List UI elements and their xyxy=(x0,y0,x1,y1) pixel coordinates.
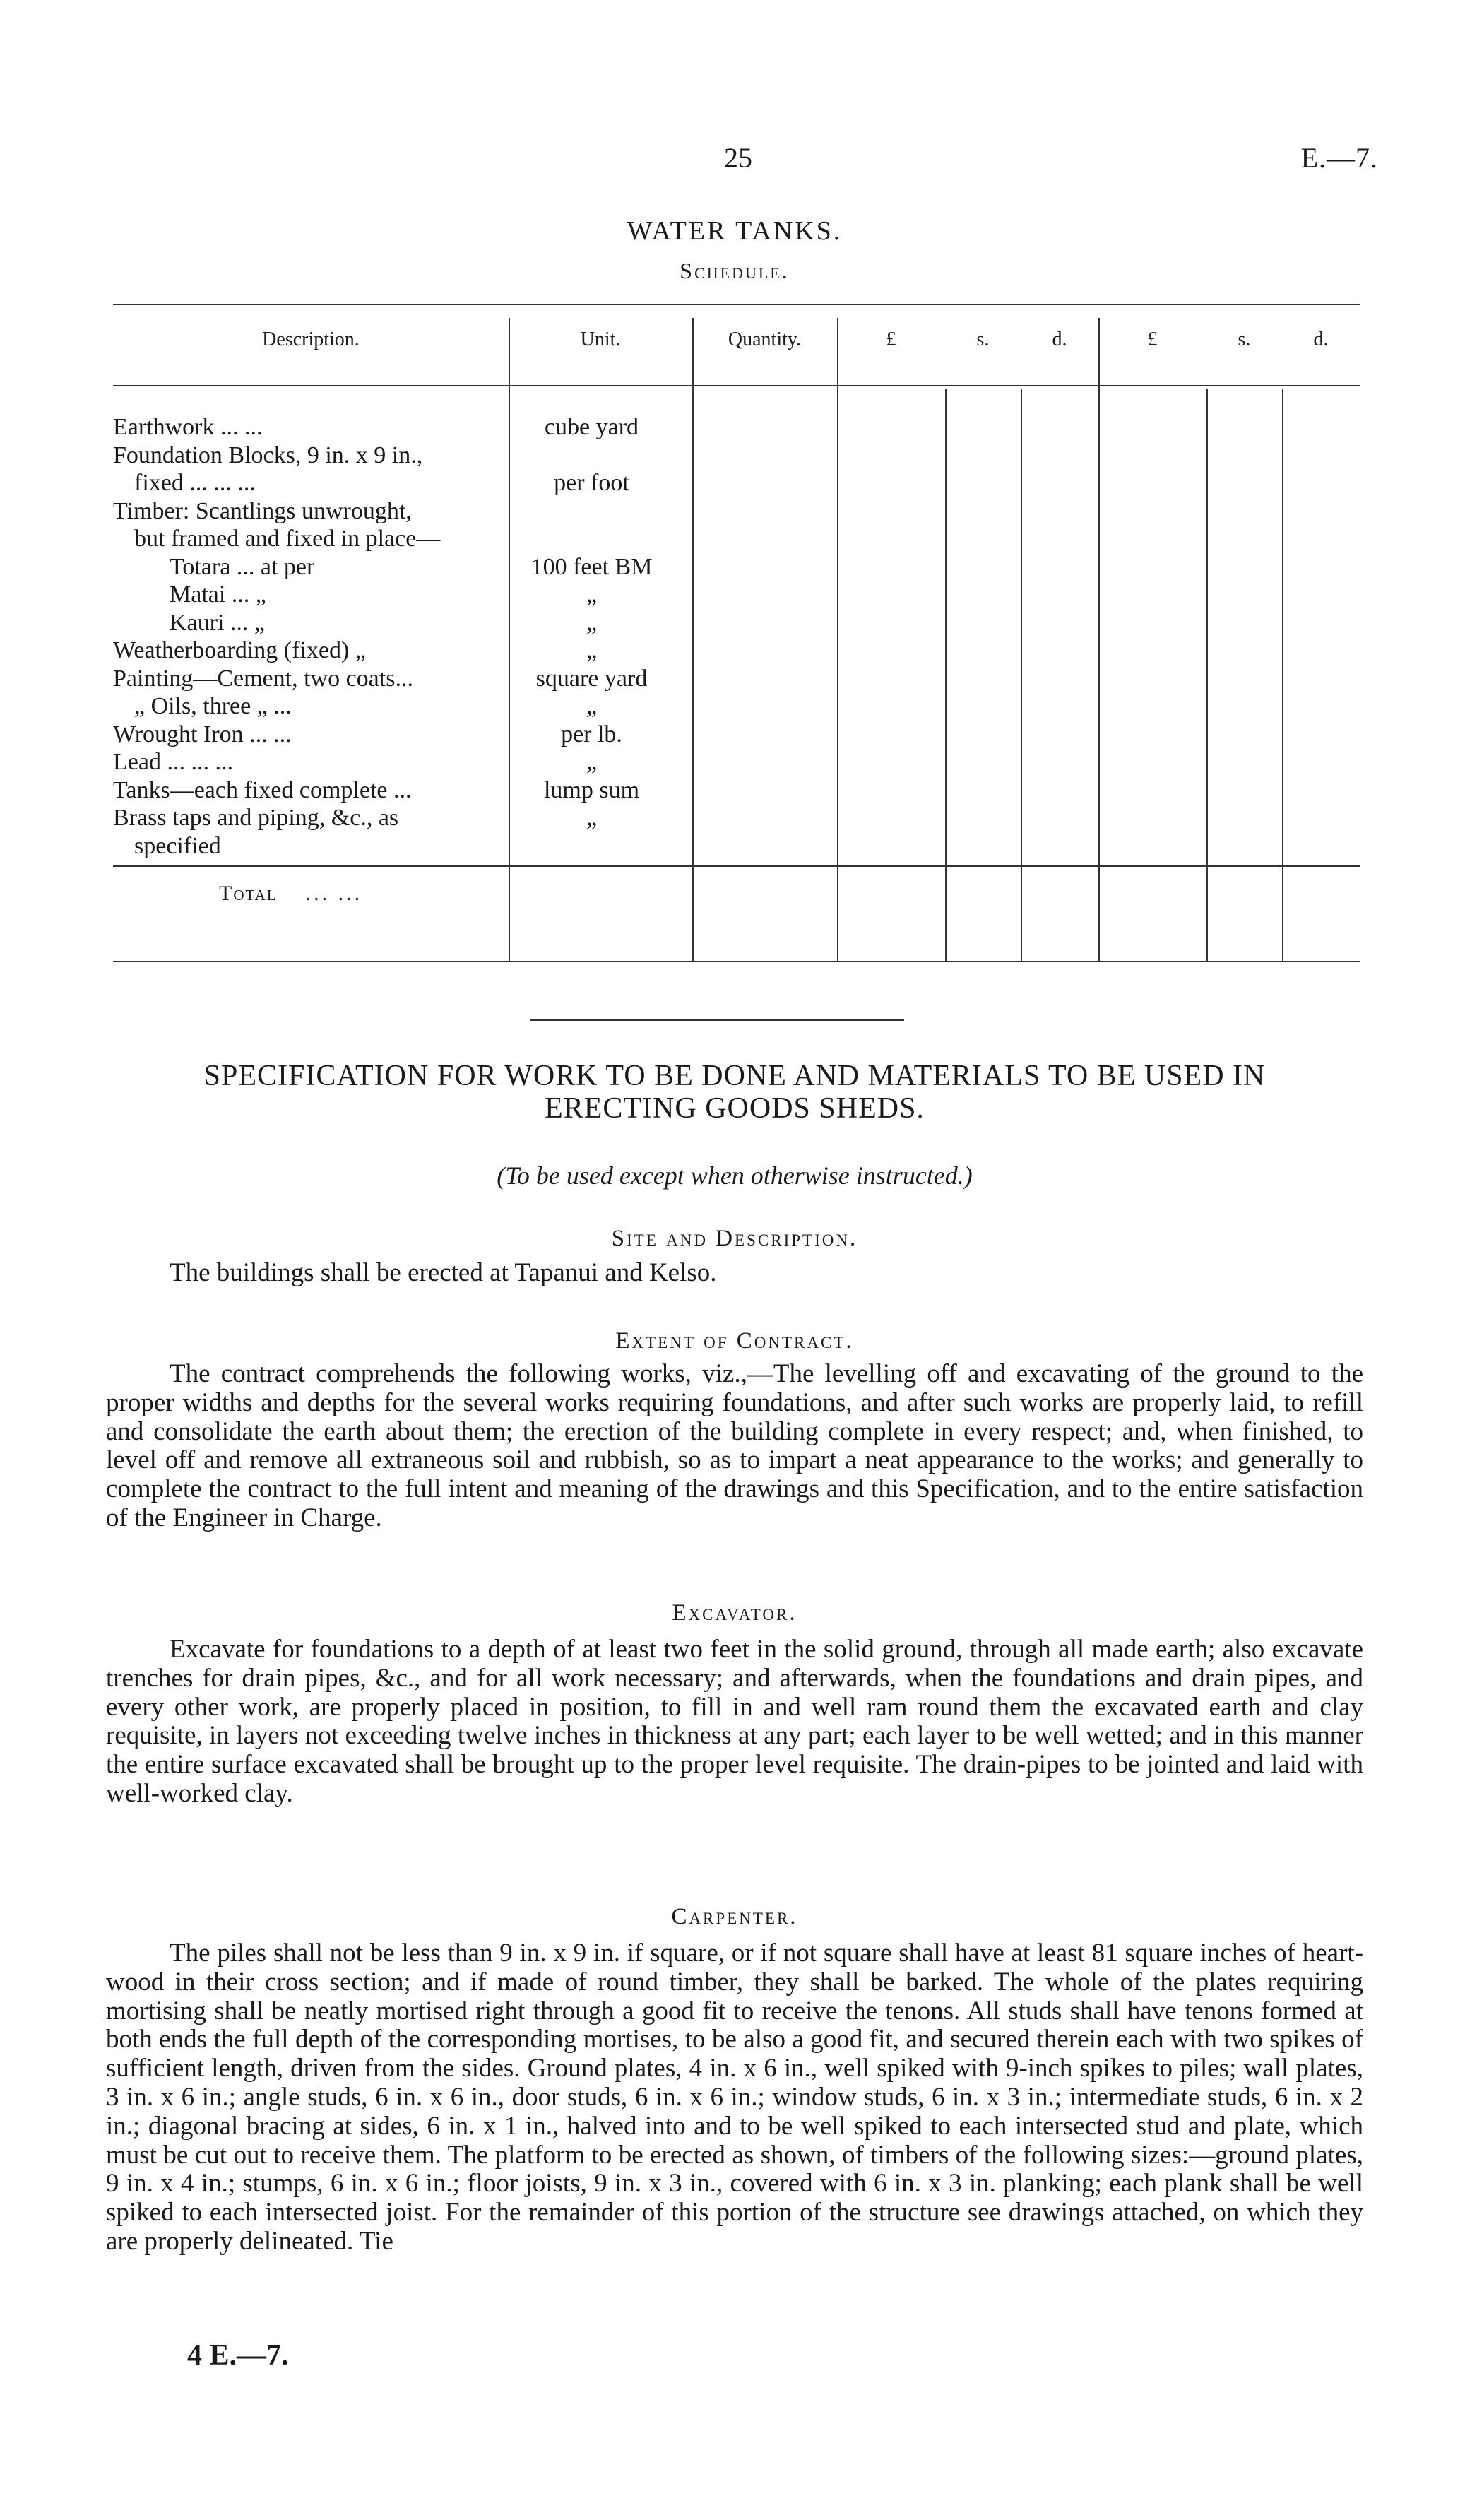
schedule-table xyxy=(113,304,1360,961)
schedule-subtitle: Schedule. xyxy=(680,258,790,283)
column-header-pounds-1: £ xyxy=(886,329,896,350)
unit-cell: square yard xyxy=(535,665,648,692)
heading-excavator: Excavator. xyxy=(672,1600,797,1626)
table-rule-top xyxy=(113,304,1360,305)
column-header-shillings-1: s. xyxy=(976,329,990,350)
page-number: 25 xyxy=(724,142,752,174)
column-header-description: Description. xyxy=(262,329,360,350)
column-header-pence-2: d. xyxy=(1313,329,1329,350)
paragraph-extent: The contract comprehends the following works, viz.,—The levelling off and excavating of the ground to the proper widths and depths for the several works requiring foundations, and after such works are properly laid, to refill and consolidate the earth about them; the erection of the building complete in every respect; and, when finished, to level off and remove all extraneous soil and rubbish, so as to impart a neat appearance to the works; and generally to complete the contract to the full intent and meaning of the drawings and this Specification, and to the entire satisfaction of the Engineer in Charge. xyxy=(106,1359,1363,1532)
heading-extent: Extent of Contract. xyxy=(615,1328,854,1354)
table-col-divider-pounds2 xyxy=(1098,318,1100,961)
table-col-divider-pence1 xyxy=(1021,389,1022,961)
page-reference: E.—7. xyxy=(1300,142,1378,174)
unit-cell: „ xyxy=(586,693,598,719)
paragraph-excavator: Excavate for foundations to a depth of at least two feet in the solid ground, through all made earth; also excavate trenches for drain pipes, &c., and for all work necessary; and afterwards, when the foundations and drain pipes, and every other work, are properly placed in position, to fill in and well ram round them the excavated earth and clay requisite, in layers not exceeding twelve inches in thickness at any part; each layer to be well wetted; and in this manner the entire surface excavated shall be brought up to the proper level requisite. The drain-pipes to be jointed and laid with well-worked clay. xyxy=(106,1635,1363,1808)
unit-cell: 100 feet BM xyxy=(530,553,653,580)
unit-cell: cube yard xyxy=(544,414,639,440)
description-row: Weatherboarding (fixed) „ xyxy=(113,637,366,663)
description-row: Tanks—each fixed complete ... xyxy=(113,776,412,803)
total-dots: ... ... xyxy=(305,882,363,905)
table-col-divider-quantity xyxy=(692,318,694,961)
heading-carpenter: Carpenter. xyxy=(671,1904,798,1929)
description-column xyxy=(113,413,494,860)
description-row: Matai ... „ xyxy=(170,581,266,608)
column-header-pence-1: d. xyxy=(1052,329,1067,350)
unit-cell: per foot xyxy=(554,470,629,496)
unit-cell: „ xyxy=(586,805,598,831)
description-row: specified xyxy=(134,832,221,859)
specification-title-line-1: SPECIFICATION FOR WORK TO BE DONE AND MATERIALS TO BE USED IN xyxy=(203,1060,1266,1092)
description-row: Totara ... at per xyxy=(170,553,315,580)
unit-cell xyxy=(502,497,682,526)
schedule-title: WATER TANKS. xyxy=(627,216,843,246)
unit-cell: „ xyxy=(586,581,598,608)
unit-cell: „ xyxy=(586,749,598,775)
table-rule-total xyxy=(113,865,1360,867)
description-row: „ Oils, three „ ... xyxy=(134,693,292,719)
total-row xyxy=(219,882,362,906)
table-rule-bottom xyxy=(113,961,1360,962)
table-col-divider-shillings2 xyxy=(1206,389,1208,961)
unit-column xyxy=(502,413,682,860)
column-header-quantity: Quantity. xyxy=(728,329,802,350)
description-row: Earthwork ... ... xyxy=(113,414,263,440)
unit-cell xyxy=(502,442,682,470)
table-col-divider-pence2 xyxy=(1282,389,1283,961)
total-label: Total xyxy=(219,882,278,905)
unit-cell: lump sum xyxy=(543,776,640,803)
unit-cell: per lb. xyxy=(561,721,622,747)
paragraph-carpenter: The piles shall not be less than 9 in. x 9 in. if square, or if not square shall have at least 81 square inches of heart-wood in their cross section; and if made of round timber, they shall be barked. The whole of the plates requiring mortising shall be neatly mortised right through a good fit to receive the tenons. All studs shall have tenons formed at both ends the full depth of the corresponding mortises, to be also a good fit, and secured therein each with two spikes of sufficient length, driven from the sides. Ground plates, 4 in. x 6 in., well spiked with 9-inch spikes to piles; wall plates, 3 in. x 6 in.; angle studs, 6 in. x 6 in., door studs, 6 in. x 6 in.; window studs, 6 in. x 3 in.; intermediate studs, 6 in. x 2 in.; diagonal bracing at sides, 6 in. x 1 in., halved into and to be well spiked to each intersected stud and plate, which must be cut out to receive them. The platform to be erected as shown, of timbers of the following sizes:—ground plates, 9 in. x 4 in.; stumps, 6 in. x 6 in.; floor joists, 9 in. x 3 in., covered with 6 in. x 3 in. planking; each plank shall be well spiked to each intersected joist. For the remainder of this portion of the structure see drawings attached, on which they are properly delineated. Tie xyxy=(106,1939,1363,2256)
section-separator xyxy=(530,1019,904,1021)
description-row: but framed and fixed in place— xyxy=(134,526,441,552)
specification-title xyxy=(106,1060,1363,1125)
description-row: Lead ... ... ... xyxy=(113,749,233,775)
description-row: Painting—Cement, two coats... xyxy=(113,665,413,692)
description-row: fixed ... ... ... xyxy=(134,470,256,496)
description-row: Wrought Iron ... ... xyxy=(113,721,292,747)
heading-site: Site and Description. xyxy=(611,1226,858,1251)
description-row: Brass taps and piping, &c., as xyxy=(113,805,399,831)
unit-cell: „ xyxy=(586,637,598,663)
specification-note: (To be used except when otherwise instructed.) xyxy=(497,1161,973,1190)
table-col-divider-pounds1 xyxy=(837,318,838,961)
footer-signature: 4 E.—7. xyxy=(187,2339,289,2372)
specification-title-line-2: ERECTING GOODS SHEDS. xyxy=(545,1092,925,1125)
description-row: Foundation Blocks, 9 in. x 9 in., xyxy=(113,442,423,468)
description-row: Timber: Scantlings unwrought, xyxy=(113,497,412,524)
unit-cell xyxy=(502,525,682,553)
table-col-divider-shillings1 xyxy=(945,389,947,961)
unit-cell xyxy=(502,832,682,860)
unit-cell: „ xyxy=(586,609,598,636)
description-row: Kauri ... „ xyxy=(170,609,266,636)
column-header-pounds-2: £ xyxy=(1147,329,1158,350)
column-header-shillings-2: s. xyxy=(1238,329,1251,350)
column-header-unit: Unit. xyxy=(580,329,621,350)
table-rule-header xyxy=(113,385,1360,386)
paragraph-site: The buildings shall be erected at Tapanui and Kelso. xyxy=(170,1258,717,1287)
